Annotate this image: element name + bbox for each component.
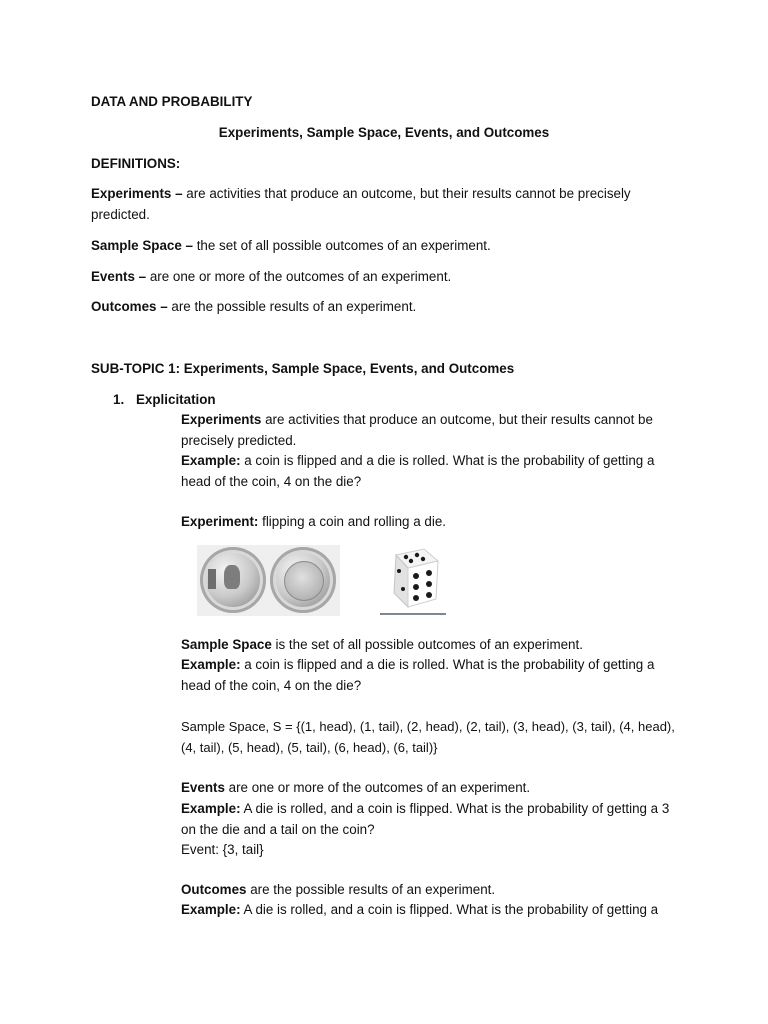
example-label: Example: bbox=[181, 453, 241, 468]
list-number: 1. bbox=[113, 392, 125, 407]
experiments-example bbox=[181, 451, 681, 492]
events-example bbox=[181, 799, 681, 840]
dice-image bbox=[378, 545, 448, 617]
example-text: a coin is flipped and a die is rolled. What is the probability of getting a head of the coin, 4 on the die? bbox=[181, 657, 655, 693]
definitions-heading: DEFINITIONS: bbox=[91, 156, 181, 171]
document-subtitle bbox=[0, 123, 768, 144]
definition-term: Events – bbox=[91, 269, 147, 284]
events-text: are one or more of the outcomes of an experiment. bbox=[224, 780, 531, 795]
example-text: a coin is flipped and a die is rolled. What is the probability of getting a head of the coin, 4 on the die? bbox=[181, 453, 655, 489]
definition-outcomes bbox=[91, 297, 671, 318]
event-set: Event: {3, tail} bbox=[181, 842, 264, 857]
definition-text: are the possible results of an experiment. bbox=[167, 299, 417, 314]
experiments-text: are activities that produce an outcome, but their results cannot be precisely predicted. bbox=[181, 412, 653, 448]
example-text: A die is rolled, and a coin is flipped. What is the probability of getting a bbox=[240, 902, 659, 917]
term-outcomes: Outcomes bbox=[181, 882, 247, 897]
coin-seal-shape bbox=[284, 561, 324, 601]
experiments-explanation bbox=[181, 410, 681, 451]
experiment-line bbox=[181, 512, 681, 533]
outcomes-text: are the possible results of an experiment. bbox=[246, 882, 496, 897]
subtopic-heading: SUB-TOPIC 1: Experiments, Sample Space, Events, and Outcomes bbox=[91, 361, 515, 376]
coin-front-image bbox=[200, 547, 266, 613]
outcomes-explanation bbox=[181, 880, 681, 901]
term-events: Events bbox=[181, 780, 225, 795]
example-label: Example: bbox=[181, 657, 241, 672]
definition-text: are one or more of the outcomes of an experiment. bbox=[146, 269, 452, 284]
coin-image bbox=[197, 545, 340, 616]
coin-numeral-shape bbox=[208, 569, 216, 589]
list-label: Explicitation bbox=[136, 392, 216, 407]
definition-term: Experiments – bbox=[91, 186, 183, 201]
coin-portrait-shape bbox=[224, 565, 240, 589]
outcomes-example bbox=[181, 900, 681, 921]
example-label: Example: bbox=[181, 801, 241, 816]
experiment-label: Experiment: bbox=[181, 514, 259, 529]
coin-back-image bbox=[270, 547, 336, 613]
definition-sample-space bbox=[91, 236, 671, 257]
sample-space-set: Sample Space, S = {(1, head), (1, tail), (2, head), (2, tail), (3, head), (3, tail), (4, head), (4, tail), (5, head), (5, tail), (6, head), (6, tail)} bbox=[181, 719, 675, 755]
definition-text: are activities that produce an outcome, but their results cannot be precisely predicted. bbox=[91, 186, 631, 222]
sample-space-example bbox=[181, 655, 681, 696]
definition-events bbox=[91, 267, 671, 288]
definition-text: the set of all possible outcomes of an experiment. bbox=[192, 238, 491, 253]
experiment-text: flipping a coin and rolling a die. bbox=[258, 514, 446, 529]
sample-space-explanation bbox=[181, 635, 681, 656]
term-sample-space: Sample Space bbox=[181, 637, 272, 652]
definition-term: Sample Space – bbox=[91, 238, 193, 253]
sample-space-text: is the set of all possible outcomes of an experiment. bbox=[271, 637, 583, 652]
dice-icon bbox=[378, 545, 448, 617]
events-explanation bbox=[181, 778, 681, 799]
example-label: Example: bbox=[181, 902, 241, 917]
document-title: DATA AND PROBABILITY bbox=[91, 94, 253, 109]
example-text: A die is rolled, and a coin is flipped. What is the probability of getting a 3 on the die and a tail on the coin? bbox=[181, 801, 670, 837]
definition-term: Outcomes – bbox=[91, 299, 168, 314]
definition-experiments bbox=[91, 184, 671, 225]
subtitle-text: Experiments, Sample Space, Events, and Outcomes bbox=[218, 125, 550, 140]
term-experiments: Experiments bbox=[181, 412, 262, 427]
